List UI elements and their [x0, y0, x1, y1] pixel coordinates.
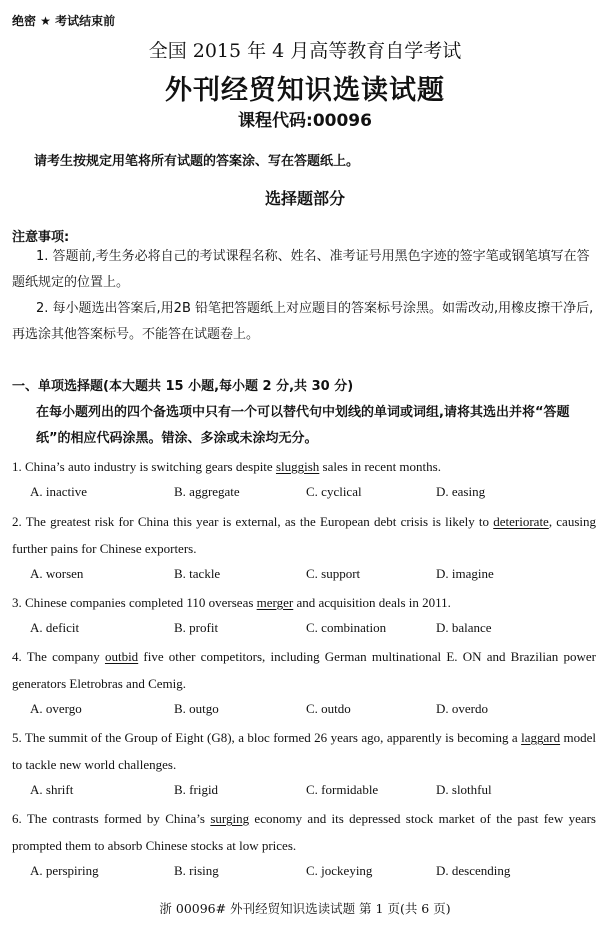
- option-a: A. deficit: [30, 620, 80, 635]
- option-b: B. aggregate: [174, 484, 240, 499]
- option-a: A. perspiring: [30, 863, 99, 878]
- option-c: C. formidable: [306, 782, 379, 797]
- options-5: [30, 782, 600, 802]
- note-item-1: 1. 答题前,考生务必将自己的考试课程名称、姓名、准考证号用黑色字迹的签字笔或钢笔填写在答题纸规定的位置上。: [12, 249, 590, 290]
- question-6: 6. The contrasts formed by China’s surging economy and its depressed stock market of the past few years prompted them to absorb Chinese stocks at low prices.: [12, 811, 596, 853]
- options-3: [30, 620, 600, 640]
- notes-heading: 注意事项:: [12, 230, 70, 245]
- option-b: B. rising: [174, 863, 219, 878]
- option-d: D. balance: [436, 620, 492, 635]
- option-d: D. imagine: [436, 566, 494, 581]
- underlined-word: outbid: [104, 649, 139, 664]
- option-c: C. cyclical: [306, 484, 362, 499]
- question-2: 2. The greatest risk for China this year is external, as the European debt crisis is likely to deteriorate, causing further pains for Chinese exporters.: [12, 514, 596, 556]
- page-footer: 浙 00096# 外刊经贸知识选读试题 第 1 页(共 6 页): [159, 901, 451, 916]
- note-item-2: 2. 每小题选出答案后,用2B 铅笔把答题纸上对应题目的答案标号涂黑。如需改动,用橡皮擦干净后,再选涂其他答案标号。不能答在试题卷上。: [12, 301, 594, 342]
- option-a: A. worsen: [30, 566, 84, 581]
- question-1: 1. China’s auto industry is switching gears despite sluggish sales in recent months.: [12, 459, 441, 474]
- question-5: 5. The summit of the Group of Eight (G8), a bloc formed 26 years ago, apparently is becoming a laggard model to tackle new world challenges.: [12, 730, 596, 772]
- options-6: [30, 863, 600, 883]
- option-d: D. overdo: [436, 701, 488, 716]
- exam-title: 全国 2015 年 4 月高等教育自学考试: [148, 40, 462, 62]
- underlined-word: merger: [256, 595, 294, 610]
- option-d: D. easing: [436, 484, 486, 499]
- option-d: D. slothful: [436, 782, 492, 797]
- underlined-word: surging: [210, 811, 250, 826]
- option-b: B. frigid: [174, 782, 219, 797]
- underlined-word: sluggish: [275, 459, 320, 474]
- option-a: A. inactive: [30, 484, 88, 499]
- option-d: D. descending: [436, 863, 511, 878]
- options-4: [30, 701, 600, 721]
- option-a: A. shrift: [30, 782, 74, 797]
- options-1: [30, 484, 600, 504]
- paper-title: 外刊经贸知识选读试题: [165, 75, 445, 106]
- option-c: C. combination: [306, 620, 387, 635]
- section-description: 在每小题列出的四个备选项中只有一个可以替代句中划线的单词或词组,请将其选出并将“答题纸”的相应代码涂黑。错涂、多涂或未涂均无分。: [36, 405, 570, 446]
- option-a: A. overgo: [30, 701, 82, 716]
- answer-instruction: 请考生按规定用笔将所有试题的答案涂、写在答题纸上。: [34, 154, 360, 169]
- option-b: B. outgo: [174, 701, 219, 716]
- option-c: C. jockeying: [306, 863, 373, 878]
- course-code: 课程代码:00096: [238, 111, 372, 131]
- option-c: C. outdo: [306, 701, 351, 716]
- underlined-word: laggard: [521, 730, 561, 745]
- part-title: 选择题部分: [264, 189, 345, 208]
- secret-mark: 绝密 ★ 考试结束前: [12, 14, 116, 28]
- question-4: 4. The company outbid five other competitors, including German multinational E. ON and Brazilian power generators Eletrobras and Cemig.: [12, 649, 596, 691]
- option-b: B. tackle: [174, 566, 221, 581]
- option-b: B. profit: [174, 620, 219, 635]
- section-heading: 一、单项选择题(本大题共 15 小题,每小题 2 分,共 30 分): [12, 379, 354, 394]
- underlined-word: deteriorate: [493, 514, 549, 529]
- question-3: 3. Chinese companies completed 110 overseas merger and acquisition deals in 2011.: [12, 595, 451, 610]
- option-c: C. support: [306, 566, 361, 581]
- options-2: [30, 566, 600, 586]
